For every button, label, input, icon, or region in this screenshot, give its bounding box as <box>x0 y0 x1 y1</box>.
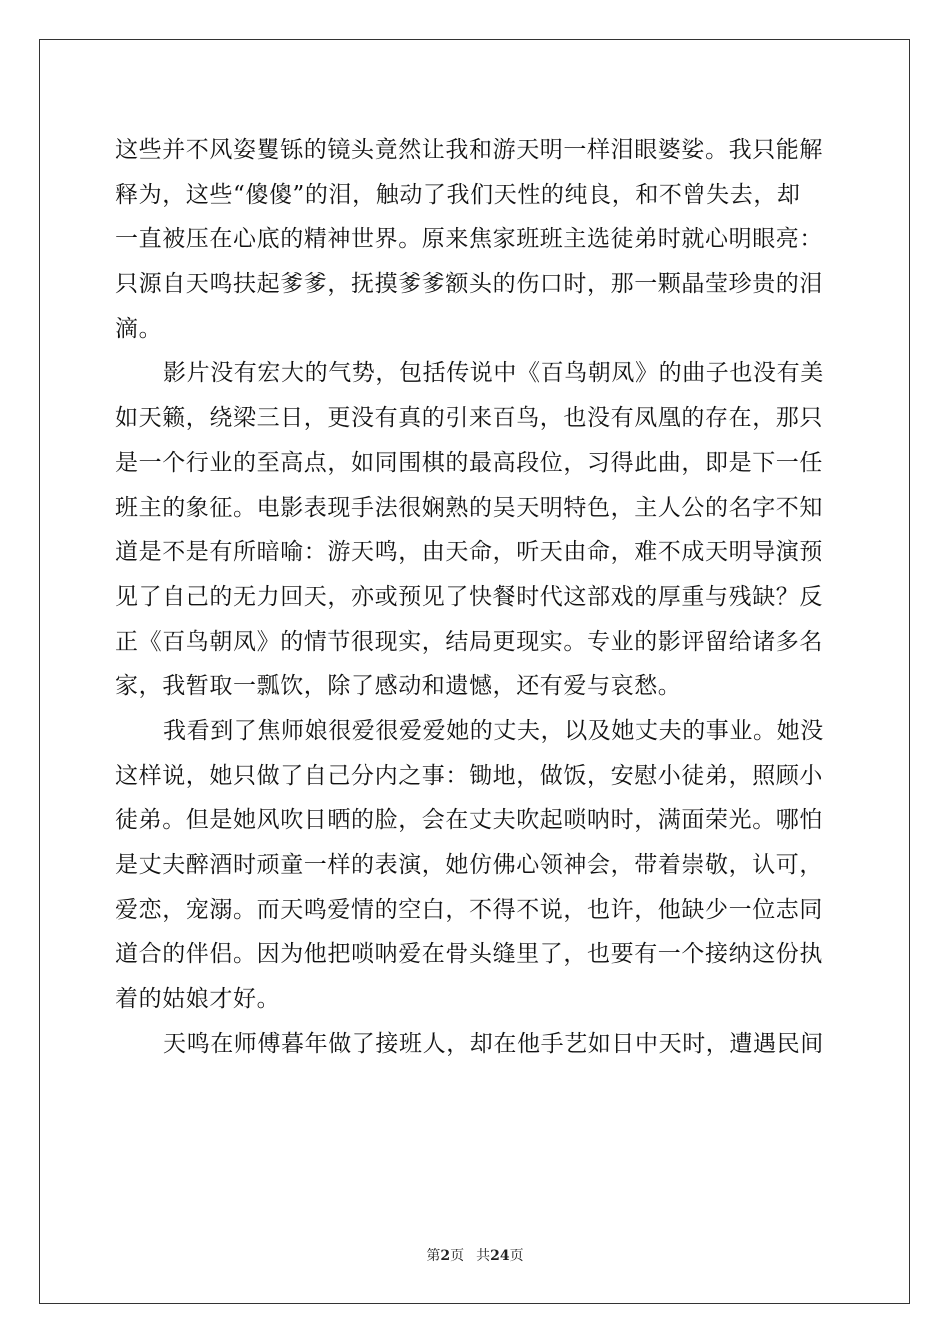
text-line: 是一个行业的至高点，如同围棋的最高段位，习得此曲，即是下一任 <box>115 449 823 476</box>
text-line: 道合的伴侣。因为他把唢呐爱在骨头缝里了，也要有一个接纳这份执 <box>115 941 823 968</box>
text-line: 爱恋，宠溺。而天鸣爱情的空白，不得不说，也许，他缺少一位志同 <box>115 896 823 923</box>
text-line: 影片没有宏大的气势，包括传说中《百鸟朝凤》的曲子也没有美 <box>163 360 824 387</box>
document-body <box>115 128 835 1066</box>
total-pages: 24 <box>490 1248 510 1264</box>
text-line: 这些并不风姿矍铄的镜头竟然让我和游天明一样泪眼婆娑。我只能解 <box>115 137 823 163</box>
text-line: 释为，这些“傻傻”的泪，触动了我们天性的纯良，和不曾失去，却 <box>115 181 801 208</box>
text-line: 家，我暂取一瓢饮，除了感动和遗憾，还有爱与哀愁。 <box>115 673 682 700</box>
page-suffix: 页 <box>450 1248 465 1264</box>
text-line: 只源自天鸣扶起爹爹，抚摸爹爹额头的伤口时，那一颗晶莹珍贵的泪 <box>115 271 823 298</box>
text-line: 徒弟。但是她风吹日晒的脸，会在丈夫吹起唢呐时，满面荣光。哪怕 <box>115 807 823 834</box>
text-line: 是丈夫醉酒时顽童一样的表演，她仿佛心领神会，带着崇敬，认可， <box>115 852 823 878</box>
text-line: 正《百鸟朝凤》的情节很现实，结局更现实。专业的影评留给诸多名 <box>115 628 823 655</box>
text-line: 滴。 <box>115 315 163 342</box>
text-line: 道是不是有所暗喻：游天鸣，由天命，听天由命，难不成天明导演预 <box>115 539 823 566</box>
total-prefix: 共 <box>476 1248 491 1264</box>
total-suffix: 页 <box>509 1248 524 1264</box>
text-line: 天鸣在师傅暮年做了接班人，却在他手艺如日中天时，遭遇民间 <box>163 1030 824 1057</box>
text-line: 班主的象征。电影表现手法很娴熟的吴天明特色，主人公的名字不知 <box>115 494 823 521</box>
text-line: 着的姑娘才好。 <box>115 986 281 1013</box>
text-line: 如天籁，绕梁三日，更没有真的引来百鸟，也没有凤凰的存在，那只 <box>115 405 823 432</box>
text-line: 一直被压在心底的精神世界。原来焦家班班主选徒弟时就心明眼亮： <box>115 226 823 253</box>
page-footer <box>0 1247 950 1265</box>
page-number: 2 <box>440 1248 451 1264</box>
page-prefix: 第 <box>426 1248 441 1264</box>
text-line: 我看到了焦师娘很爱很爱爱她的丈夫，以及她丈夫的事业。她没 <box>163 717 824 744</box>
text-line: 这样说，她只做了自己分内之事：锄地，做饭，安慰小徒弟，照顾小 <box>115 762 823 789</box>
text-line: 见了自己的无力回天，亦或预见了快餐时代这部戏的厚重与残缺？反 <box>115 583 823 610</box>
